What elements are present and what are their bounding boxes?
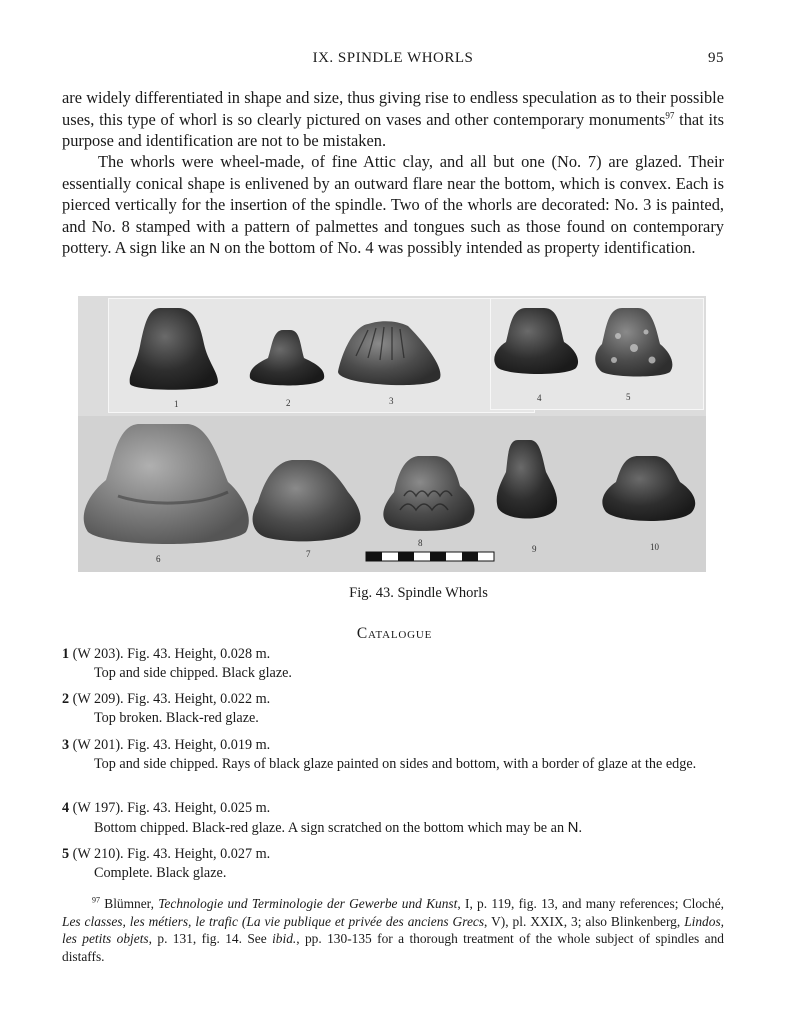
- footnote-title: ibid.: [272, 931, 297, 946]
- whorl-number-3: 3: [389, 396, 394, 406]
- entry-description-text: Bottom chipped. Black-red glaze. A sign scratched on the bottom which may be an: [94, 820, 568, 836]
- footnote-mark: 97: [92, 895, 100, 905]
- entry-description-end: .: [578, 820, 582, 836]
- whorl-number-2: 2: [286, 398, 291, 408]
- catalogue-entry-1: [62, 645, 724, 683]
- footnote-97: [62, 895, 724, 965]
- whorls-illustration: [78, 296, 706, 572]
- whorl-number-10: 10: [650, 542, 659, 552]
- catalogue-entry-3: [62, 736, 724, 774]
- sign-n: N: [567, 819, 579, 836]
- whorl-3: [338, 321, 440, 385]
- scale-bar: [366, 552, 494, 561]
- entry-number: 4: [62, 800, 70, 816]
- entry-description: Top and side chipped. Rays of black glaze painted on sides and bottom, with a border of glaze at the edge.: [94, 756, 697, 772]
- whorl-number-1: 1: [174, 399, 179, 409]
- paragraph-2-text-b: on the bottom of No. 4 was possibly intended as property identification.: [220, 238, 696, 258]
- whorl-7: [253, 460, 361, 541]
- entry-reference: (W 203). Fig. 43. Height, 0.028 m.: [69, 646, 271, 662]
- entry-number: 1: [62, 646, 70, 662]
- footnote-ref[interactable]: 97: [665, 110, 675, 121]
- whorl-number-5: 5: [626, 392, 631, 402]
- entry-number: 3: [62, 737, 70, 753]
- catalogue-entry-5: [62, 845, 724, 883]
- footnote-text: , p. 131, fig. 14. See: [148, 931, 273, 946]
- entry-reference: (W 209). Fig. 43. Height, 0.022 m.: [69, 691, 271, 707]
- footnote-text: Blümner,: [100, 896, 159, 911]
- whorl-number-9: 9: [532, 544, 537, 554]
- whorl-9: [497, 440, 557, 519]
- entry-number: 2: [62, 691, 70, 707]
- whorl-5: [595, 308, 672, 377]
- entry-description: Top broken. Black-red glaze.: [94, 710, 259, 726]
- entry-number: 5: [62, 846, 70, 862]
- figure-caption: Fig. 43. Spindle Whorls: [349, 585, 488, 601]
- entry-reference: (W 210). Fig. 43. Height, 0.027 m.: [69, 846, 271, 862]
- footnote-title: Lindos, les petits objets: [62, 913, 724, 946]
- whorl-number-7: 7: [306, 549, 311, 559]
- sign-n: N: [209, 240, 221, 258]
- entry-reference: (W 197). Fig. 43. Height, 0.025 m.: [69, 800, 271, 816]
- footnote-title: Technologie und Terminologie der Gewerbe und Kunst: [158, 896, 458, 911]
- running-title: IX. SPINDLE WHORLS: [312, 50, 474, 66]
- footnote-title: Les classes, les métiers, le trafic (La vie publique et privée des anciens Grecs: [62, 913, 485, 929]
- whorl-1: [130, 308, 218, 390]
- footnote-text: , pp. 130-135 for a thorough treatment of the whole subject of spindles and distaffs.: [62, 931, 724, 964]
- whorl-6: [84, 424, 249, 544]
- footnote-text: , I, p. 119, fig. 13, and many references; Cloché,: [457, 896, 724, 911]
- paragraph-1: [62, 87, 724, 152]
- catalogue-heading: Catalogue: [356, 625, 433, 642]
- whorl-10: [602, 456, 695, 521]
- whorl-number-8: 8: [418, 538, 423, 548]
- catalogue-entry-2: [62, 690, 724, 728]
- entry-reference: (W 201). Fig. 43. Height, 0.019 m.: [69, 737, 271, 753]
- entry-description: Complete. Black glaze.: [94, 865, 227, 881]
- catalogue-entry-4: [62, 799, 724, 838]
- page-number: 95: [708, 50, 724, 66]
- spindle-whorls-photo: [78, 296, 706, 572]
- entry-description: Top and side chipped. Black glaze.: [94, 665, 292, 681]
- paragraph-1-text-b: that its purpose and identification are not to be mistaken.: [62, 109, 724, 151]
- paragraph-2-text-a: The whorls were wheel-made, of fine Attic clay, and all but one (No. 7) are glazed. Their essentially conical shape is enlivened by an outward flare near the bottom, which is convex. Each is pierced vertically for the insertion of the spindle. Two of the whorls are decorated: No. 3 is painted, and No. 8 stamped with a pattern of palmettes and tongues such as those found on contemporary pottery. A sign like an: [62, 152, 724, 258]
- paragraph-2: [62, 151, 724, 260]
- footnote-text: , V), pl. XXIX, 3; also Blinkenberg,: [484, 913, 685, 929]
- whorl-number-6: 6: [156, 554, 161, 564]
- paragraph-1-text-a: are widely differentiated in shape and size, thus giving rise to endless speculation as to their possible uses, this type of whorl is so clearly pictured on vases and other contemporary monuments: [62, 88, 724, 129]
- whorl-2: [250, 330, 324, 386]
- entry-description: [62, 818, 724, 838]
- whorl-4: [494, 308, 578, 374]
- running-head: [62, 50, 724, 70]
- whorl-number-4: 4: [537, 393, 542, 403]
